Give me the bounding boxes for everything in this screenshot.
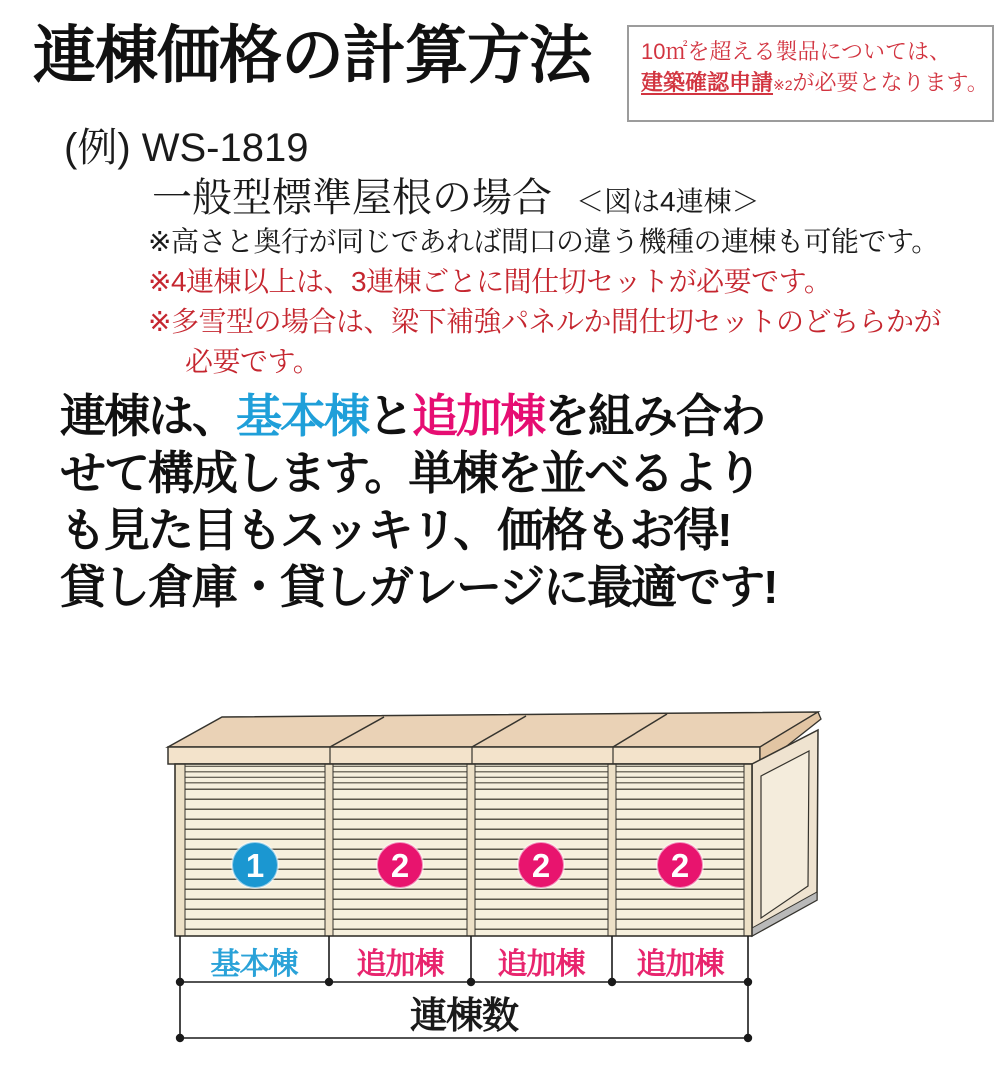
example-roof-text: 一般型標準屋根の場合 (152, 176, 552, 220)
note-3-continuation: 必要です。 (185, 346, 321, 377)
intro-paragraph (60, 388, 776, 616)
example-roof-line (152, 166, 760, 223)
roof-top-surface (168, 712, 818, 747)
building-permit-notice-box (627, 25, 994, 122)
notice-line-1 (641, 36, 984, 67)
unit-4-label: 追加棟 (636, 948, 724, 981)
unit-3-label: 追加棟 (497, 948, 585, 981)
intro-line-2: せて構成します。単棟を並べるより (60, 447, 761, 499)
notes-block (148, 222, 941, 382)
unit-2-label: 追加棟 (356, 948, 444, 981)
notice-line1-text: 10㎡を超える製品については、 (641, 39, 952, 64)
dimension-dot (744, 978, 752, 986)
intro-line-3: も見た目もスッキリ、価格もお得! (60, 504, 731, 556)
intro-additional-unit-word: 追加棟 (412, 390, 544, 442)
intro-line-1 (60, 388, 776, 445)
unit-3-number: 2 (531, 847, 551, 884)
dimension-dot (176, 1034, 184, 1042)
unit-2-number: 2 (390, 847, 410, 884)
example-model-line: (例) WS-1819 (64, 126, 309, 170)
side-wall (752, 730, 818, 936)
intro-l1-c: を組み合わ (544, 390, 764, 442)
shutter-top-2 (333, 764, 467, 786)
page-title: 連棟価格の計算方法 (33, 21, 591, 91)
note-2: ※4連棟以上は、3連棟ごとに間仕切セットが必要です。 (148, 266, 832, 297)
example-figure-note: ＜図は4連棟＞ (576, 186, 760, 217)
intro-basic-unit-word: 基本棟 (236, 390, 368, 442)
notice-line-2 (641, 67, 989, 101)
dimension-dot (467, 978, 475, 986)
roof-fascia (168, 747, 760, 764)
unit-post (325, 764, 333, 936)
dimension-dot (744, 1034, 752, 1042)
shutter-top-1 (185, 764, 325, 786)
unit-post (608, 764, 616, 936)
unit-1-label: 基本棟 (210, 948, 298, 981)
total-count-label: 連棟数 (410, 995, 518, 1036)
unit-4-number: 2 (670, 847, 690, 884)
intro-l1-b: と (368, 390, 412, 442)
unit-post (467, 764, 475, 936)
unit-post-right (744, 764, 752, 936)
roof (168, 712, 821, 764)
shed-diagram (140, 690, 880, 1077)
dimension-dot (608, 978, 616, 986)
unit-post-left (175, 764, 185, 936)
intro-line-4: 貸し倉庫・貸しガレージに最適です! (60, 561, 777, 613)
dimension-dot (325, 978, 333, 986)
notice-strong-text: 建築確認申請 (641, 70, 774, 95)
dimension-dot (176, 978, 184, 986)
notice-line2-rest: が必要となります。 (792, 70, 989, 95)
note-3: ※多雪型の場合は、梁下補強パネルか間仕切セットのどちらかが (148, 306, 941, 337)
shutter-top-4 (616, 764, 744, 786)
dimension-annotation (176, 936, 752, 1042)
note-1: ※高さと奥行が同じであれば間口の違う機種の連棟も可能です。 (148, 226, 939, 257)
unit-1-number: 1 (245, 847, 265, 884)
notice-footnote-ref: ※2 (773, 77, 793, 93)
shutter-top-3 (475, 764, 608, 786)
intro-l1-a: 連棟は、 (60, 390, 236, 442)
